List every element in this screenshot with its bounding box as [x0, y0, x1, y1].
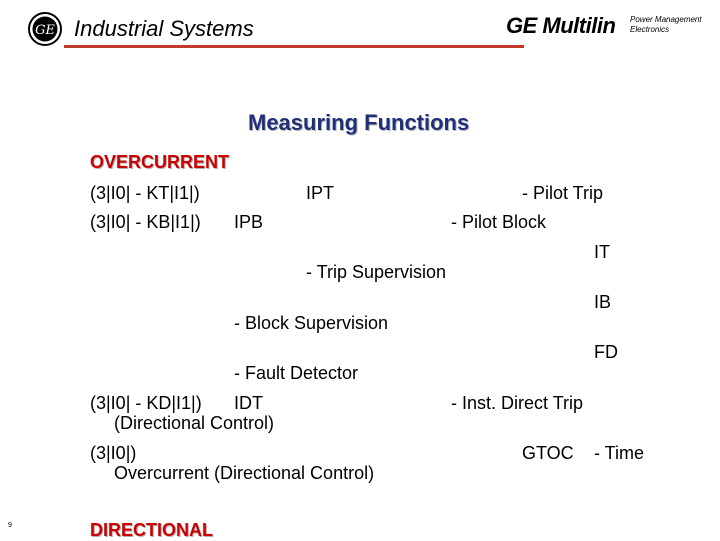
- desc-trip-supervision: - Trip Supervision: [306, 262, 447, 282]
- brand-name: GE Multilin: [506, 13, 616, 38]
- desc-inst-direct-trip: - Inst. Direct Trip: [451, 393, 584, 413]
- ge-monogram-icon: [28, 12, 62, 46]
- code-fd: FD: [594, 342, 618, 362]
- section-heading-overcurrent: OVERCURRENT: [90, 152, 230, 172]
- code-it: IT: [594, 242, 610, 262]
- slide-title: Measuring Functions: [248, 110, 470, 135]
- code-ipb: IPB: [234, 212, 264, 232]
- brand-subtitle: Power Management Electronics: [630, 15, 702, 34]
- code-gtoc: GTOC: [522, 443, 574, 463]
- code-idt: IDT: [234, 393, 263, 413]
- note-directional-control: (Directional Control): [114, 413, 275, 433]
- desc-pilot-trip: - Pilot Trip: [522, 183, 604, 203]
- company-name: Industrial Systems: [74, 16, 254, 41]
- formula-ipb: (3|I0| - KB|I1|): [90, 212, 201, 232]
- formula-ipt: (3|I0| - KT|I1|): [90, 183, 200, 203]
- desc-block-supervision: - Block Supervision: [234, 313, 389, 333]
- formula-gtoc: (3|I0|): [90, 443, 137, 463]
- section-heading-directional: DIRECTIONAL: [90, 520, 213, 540]
- code-ib: IB: [594, 292, 612, 312]
- desc-pilot-block: - Pilot Block: [451, 212, 547, 232]
- desc-time: - Time: [594, 443, 645, 463]
- note-overcurrent-directional: Overcurrent (Directional Control): [114, 463, 375, 483]
- code-ipt: IPT: [306, 183, 335, 203]
- formula-idt: (3|I0| - KD|I1|): [90, 393, 202, 413]
- header-rule: [64, 45, 524, 48]
- desc-fault-detector: - Fault Detector: [234, 363, 359, 383]
- svg-text:GE: GE: [35, 23, 55, 38]
- slide-number: 9: [8, 522, 12, 529]
